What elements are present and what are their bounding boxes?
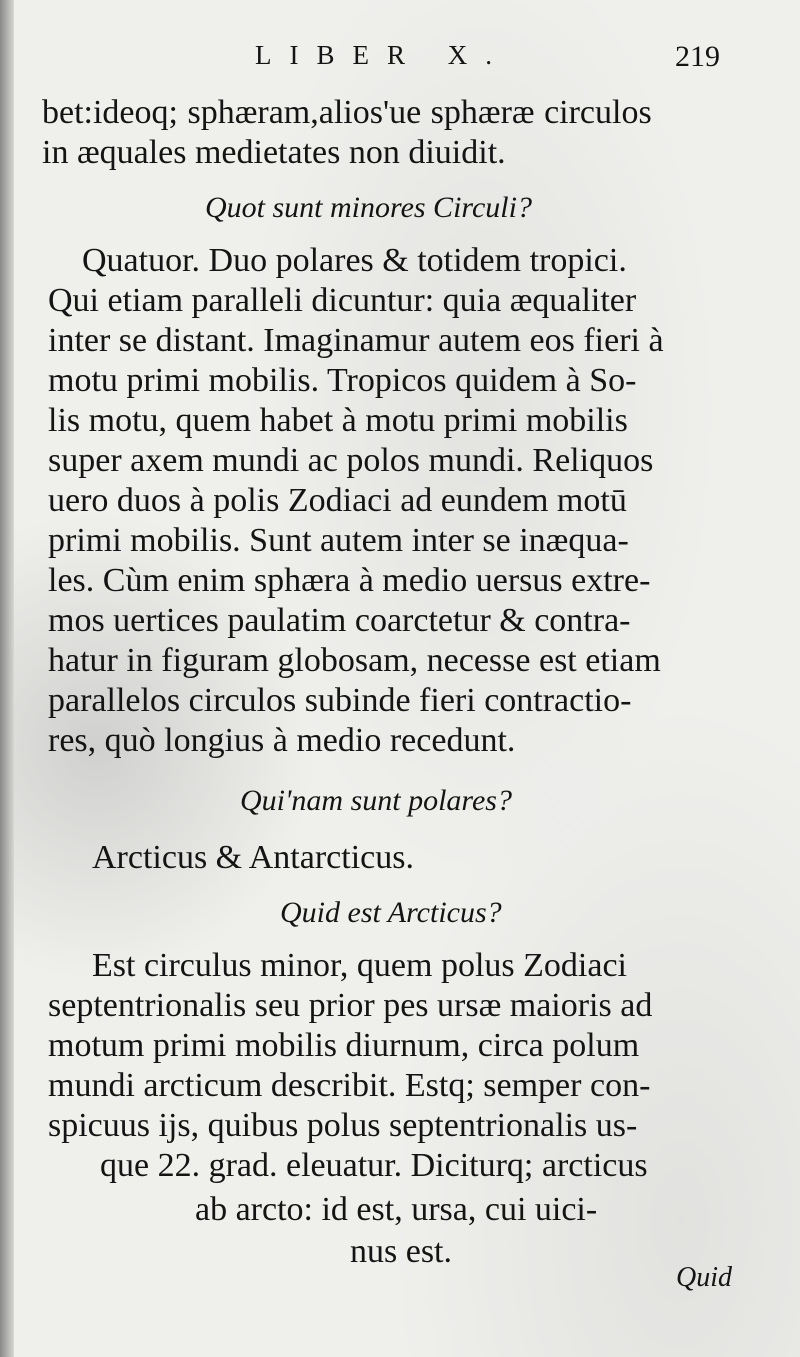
text-line: motu primi mobilis. Tropicos quidem à So- <box>48 362 637 399</box>
text-line: bet:ideoq; sphæram,alios'ue sphæræ circulos <box>42 94 652 131</box>
text-line: que 22. grad. eleuatur. Diciturq; arcticus <box>100 1147 648 1184</box>
text-line: les. Cùm enim sphæra à medio uersus extre- <box>48 562 651 599</box>
text-line: Arcticus & Antarcticus. <box>92 839 414 876</box>
catchword: Quid <box>676 1262 732 1293</box>
question-heading: Quid est Arcticus? <box>280 896 502 929</box>
text-line: mos uertices paulatim coarctetur & contra- <box>48 602 631 639</box>
question-heading: Qui'nam sunt polares? <box>240 784 512 817</box>
text-line: Quatuor. Duo polares & totidem tropici. <box>82 242 627 279</box>
running-head: LIBER X. <box>255 40 510 70</box>
text-line: primi mobilis. Sunt autem inter se inæqua- <box>48 522 629 559</box>
text-line: mundi arcticum describit. Estq; semper con- <box>48 1067 651 1104</box>
text-line: Est circulus minor, quem polus Zodiaci <box>92 947 627 984</box>
text-line: Qui etiam paralleli dicuntur: quia æqualiter <box>48 282 637 319</box>
text-line: hatur in figuram globosam, necesse est etiam <box>48 642 661 679</box>
text-line: in æquales medietates non diuidit. <box>42 134 506 171</box>
text-line: septentrionalis seu prior pes ursæ maioris ad <box>48 987 653 1024</box>
text-line: nus est. <box>350 1233 452 1270</box>
text-line: parallelos circulos subinde fieri contractio- <box>48 682 632 719</box>
text-line: ab arcto: id est, ursa, cui uici- <box>195 1191 598 1228</box>
page-number: 219 <box>675 40 720 73</box>
text-line: super axem mundi ac polos mundi. Reliquos <box>48 442 654 479</box>
page-binding-edge <box>0 0 14 1357</box>
question-heading: Quot sunt minores Circuli? <box>205 191 532 224</box>
text-line: motum primi mobilis diurnum, circa polum <box>48 1027 640 1064</box>
text-line: lis motu, quem habet à motu primi mobilis <box>48 402 628 439</box>
text-line: uero duos à polis Zodiaci ad eundem motū <box>48 482 627 519</box>
text-line: res, quò longius à medio recedunt. <box>48 722 516 759</box>
text-line: inter se distant. Imaginamur autem eos fieri à <box>48 322 664 359</box>
text-line: spicuus ijs, quibus polus septentrionalis us- <box>48 1107 638 1144</box>
